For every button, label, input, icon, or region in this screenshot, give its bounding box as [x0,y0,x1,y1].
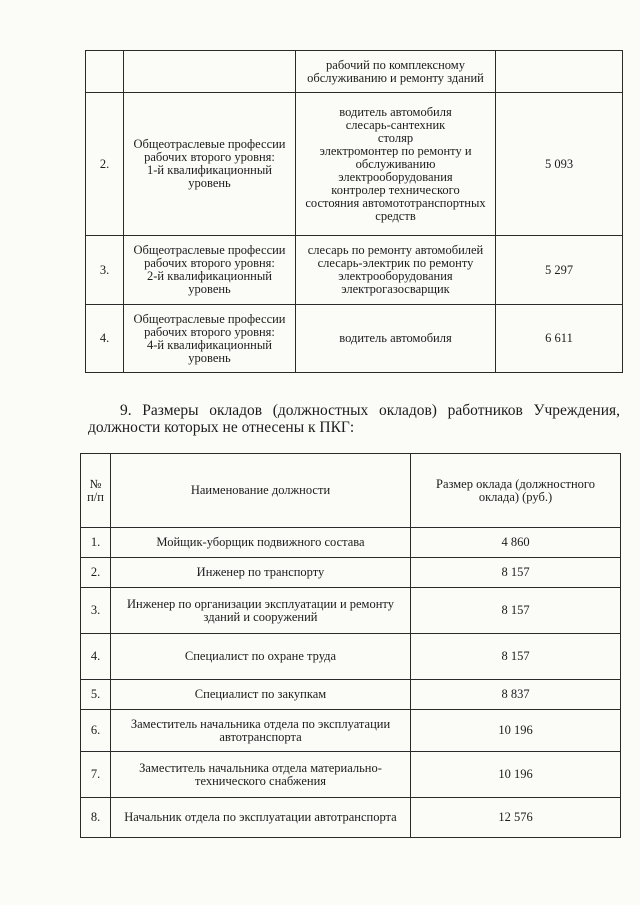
position-name: Инженер по транспорту [111,558,411,588]
table-row [81,634,621,680]
position-name: Начальник отдела по эксплуатации автотранспорта [111,798,411,838]
table-row [81,528,621,558]
table-row [81,798,621,838]
row-number: 2. [81,558,111,588]
salary-value: 5 297 [496,236,623,305]
qualification-group [124,51,296,93]
row-number: 1. [81,528,111,558]
row-number: 4. [86,305,124,373]
profession-list: рабочий по комплексному обслуживанию и ремонту зданий [296,51,496,93]
header-num: № п/п [81,454,111,528]
salary-value: 8 157 [411,634,621,680]
salary-value: 10 196 [411,710,621,752]
table-row [86,236,623,305]
row-number: 5. [81,680,111,710]
salary-value [496,51,623,93]
table-row [86,305,623,373]
profession-list: водитель автомобиля слесарь-сантехник столяр электромонтер по ремонту и обслуживанию электрооборудования контролер технического состояния автомототранспортных средств [296,93,496,236]
salary-value: 4 860 [411,528,621,558]
salary-value: 12 576 [411,798,621,838]
table-header-row [81,454,621,528]
salary-value: 8 837 [411,680,621,710]
row-number: 4. [81,634,111,680]
qualification-group: Общеотраслевые профессии рабочих второго уровня: 1-й квалификационный уровень [124,93,296,236]
professions-table [85,50,623,373]
salary-value: 5 093 [496,93,623,236]
row-number: 2. [86,93,124,236]
salary-value: 6 611 [496,305,623,373]
header-position-name: Наименование должности [111,454,411,528]
table-row [86,93,623,236]
table-row [81,558,621,588]
table-row [81,710,621,752]
row-number: 6. [81,710,111,752]
row-number [86,51,124,93]
paragraph-line-1: 9. Размеры окладов (должностных окладов) работников Учреждения, [120,402,620,419]
profession-list: водитель автомобиля [296,305,496,373]
section-9-paragraph [88,402,620,436]
table-row [81,680,621,710]
table-row [86,51,623,93]
position-name: Специалист по охране труда [111,634,411,680]
profession-list: слесарь по ремонту автомобилей слесарь-электрик по ремонту электрооборудования электрогазосварщик [296,236,496,305]
table-row [81,752,621,798]
position-name: Заместитель начальника отдела материально- технического снабжения [111,752,411,798]
table-row [81,588,621,634]
row-number: 7. [81,752,111,798]
qualification-group: Общеотраслевые профессии рабочих второго уровня: 2-й квалификационный уровень [124,236,296,305]
position-name: Мойщик-уборщик подвижного состава [111,528,411,558]
row-number: 3. [86,236,124,305]
paragraph-line-2: должности которых не отнесены к ПКГ: [88,419,355,436]
position-name: Инженер по организации эксплуатации и ремонту зданий и сооружений [111,588,411,634]
salary-value: 10 196 [411,752,621,798]
salary-value: 8 157 [411,558,621,588]
position-name: Специалист по закупкам [111,680,411,710]
row-number: 8. [81,798,111,838]
row-number: 3. [81,588,111,634]
header-salary: Размер оклада (должностного оклада) (руб.) [411,454,621,528]
position-name: Заместитель начальника отдела по эксплуатации автотранспорта [111,710,411,752]
salary-value: 8 157 [411,588,621,634]
positions-salary-table [80,453,621,838]
qualification-group: Общеотраслевые профессии рабочих второго уровня: 4-й квалификационный уровень [124,305,296,373]
